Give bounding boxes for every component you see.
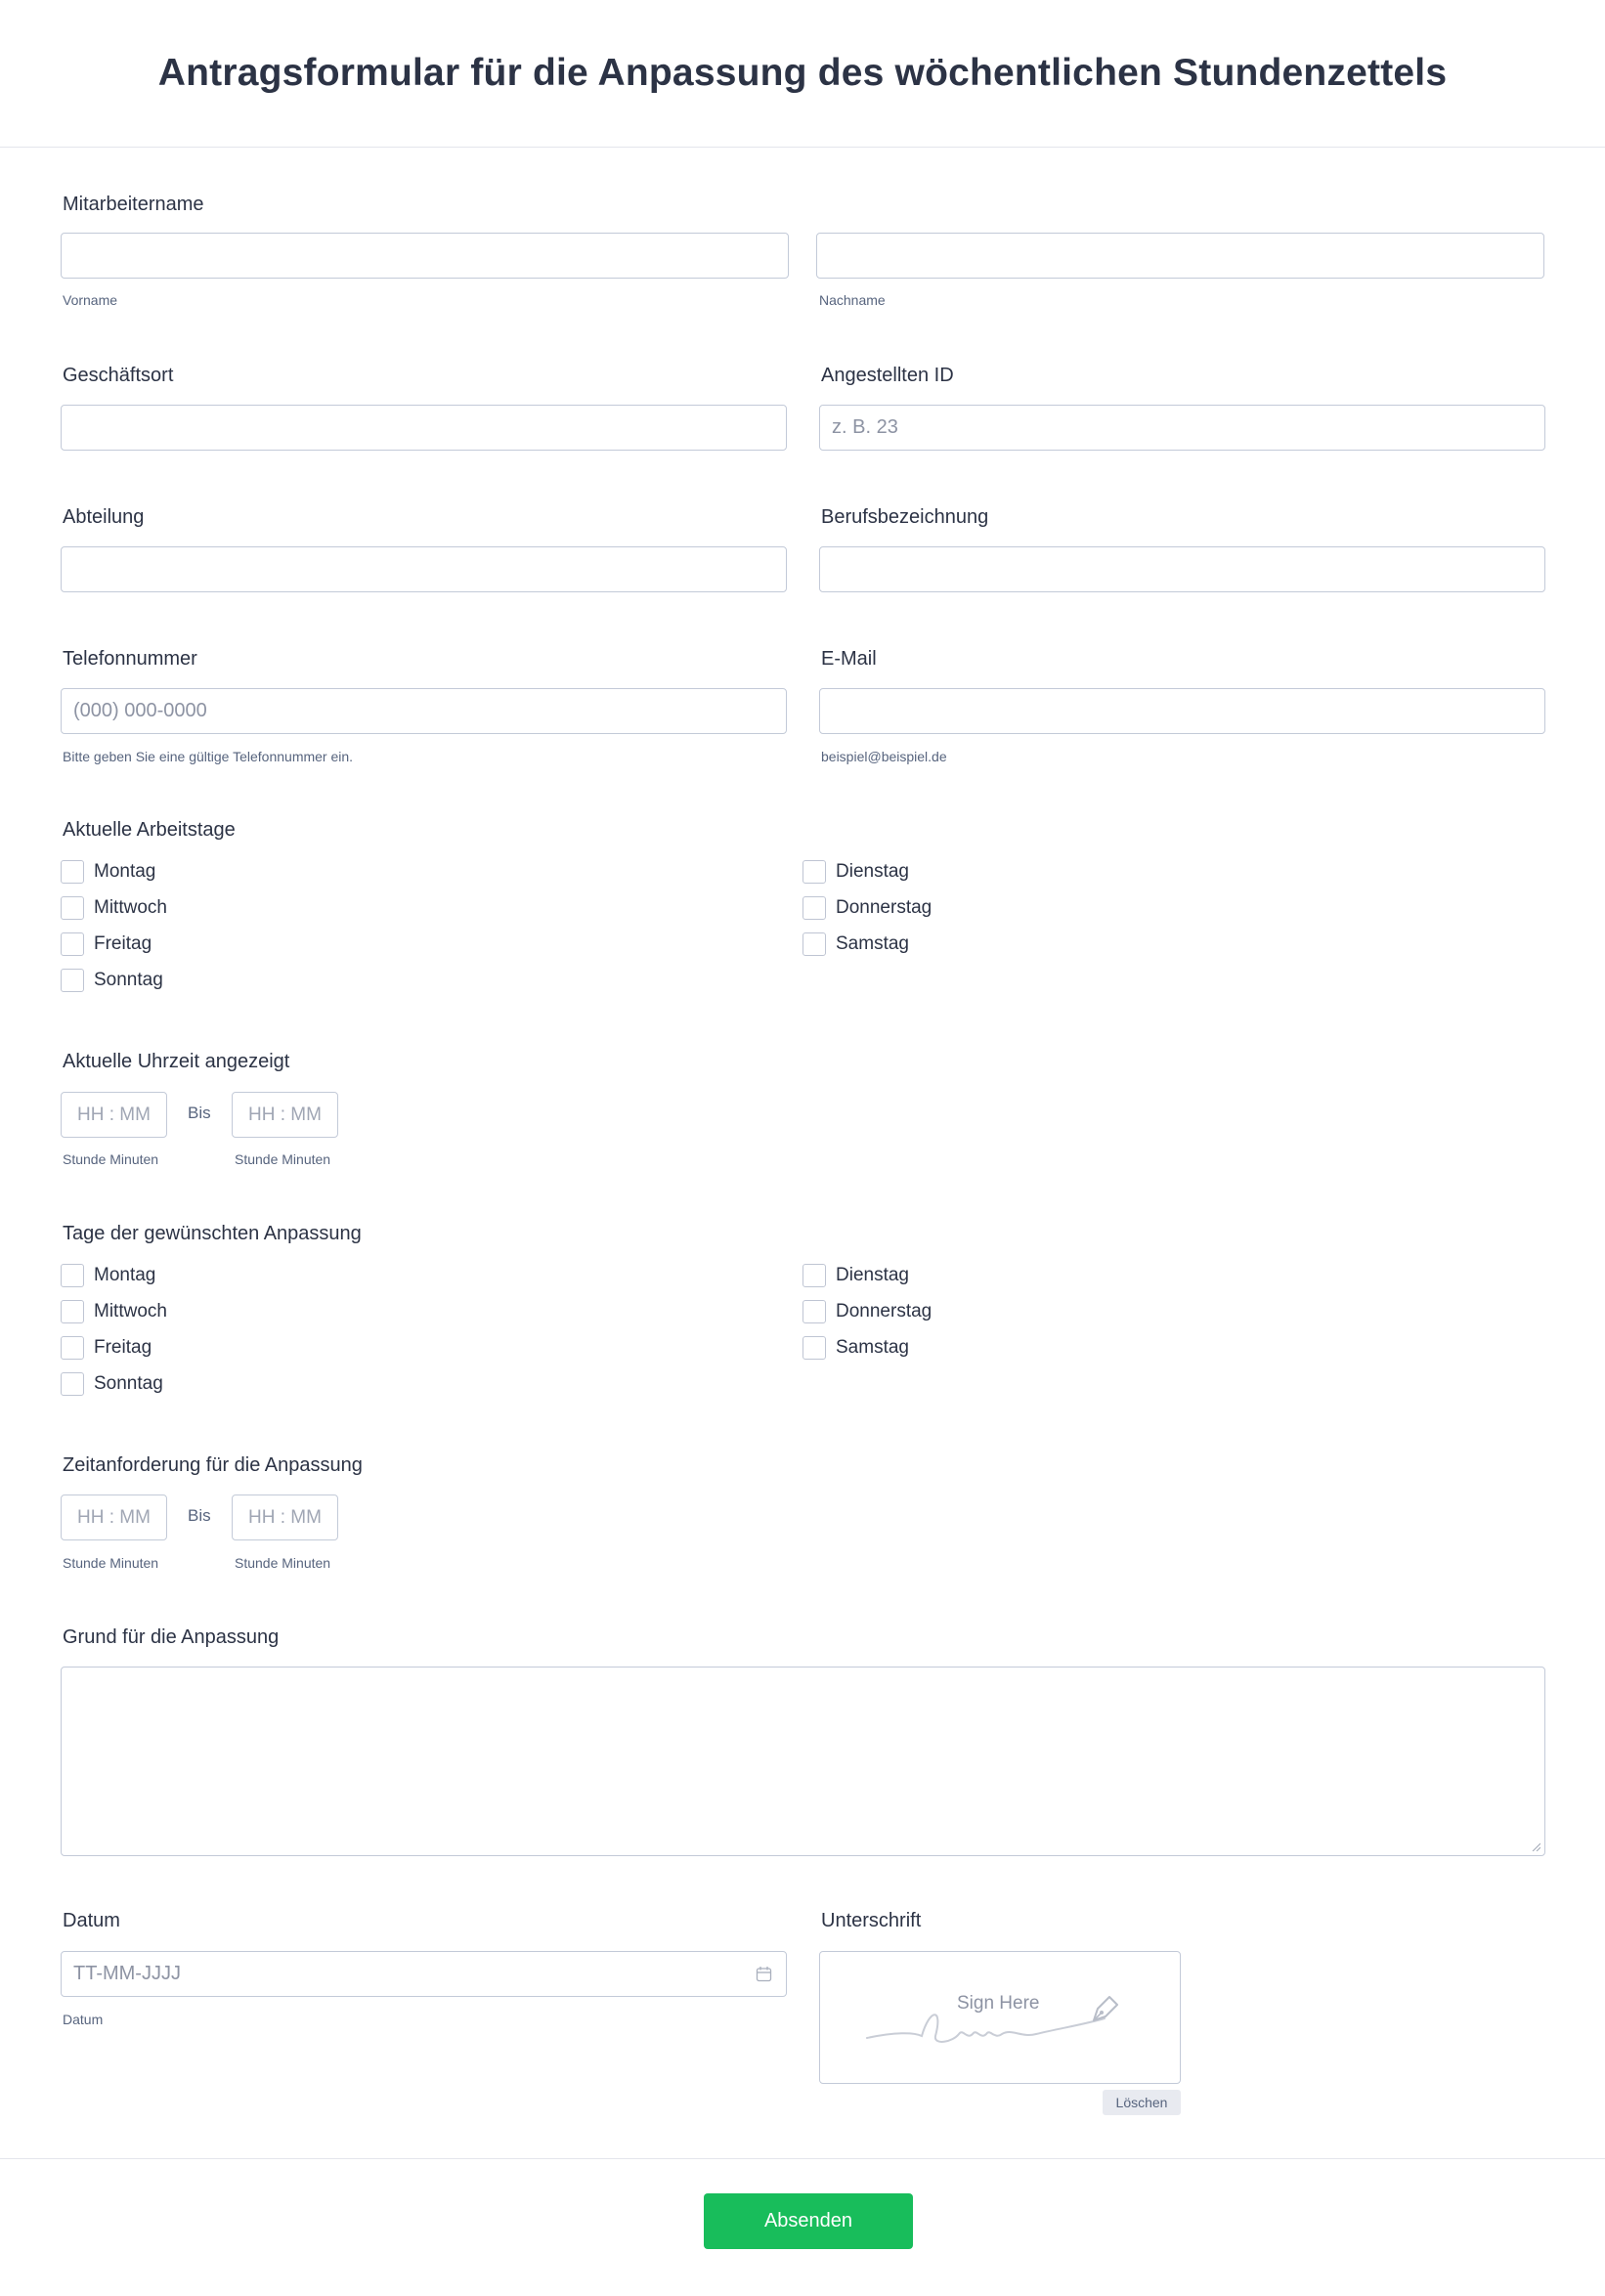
job-title-input[interactable] xyxy=(819,546,1545,592)
requested-time-from-sublabel: Stunde Minuten xyxy=(63,1555,159,1571)
requested-day-monday[interactable] xyxy=(61,1262,155,1289)
checkbox-label: Mittwoch xyxy=(94,897,167,918)
requested-time-separator: Bis xyxy=(188,1506,211,1525)
current-time-from-sublabel: Stunde Minuten xyxy=(63,1151,159,1167)
current-time-from-input[interactable]: HH : MM xyxy=(61,1092,167,1138)
phone-sublabel: Bitte geben Sie eine gültige Telefonnummer ein. xyxy=(63,749,354,764)
current-day-tuesday[interactable] xyxy=(802,858,909,886)
checkbox-label: Freitag xyxy=(94,1337,152,1358)
phone-input[interactable]: (000) 000-0000 xyxy=(61,688,787,734)
form-header xyxy=(0,0,1605,148)
checkbox-label: Donnerstag xyxy=(836,897,933,918)
first-name-input[interactable] xyxy=(61,233,789,279)
checkbox-label: Dienstag xyxy=(836,1265,909,1285)
checkbox-label: Samstag xyxy=(836,1337,909,1358)
current-days-label: Aktuelle Arbeitstage xyxy=(63,819,236,841)
department-input[interactable] xyxy=(61,546,787,592)
signature-label: Unterschrift xyxy=(821,1910,922,1931)
checkbox[interactable] xyxy=(802,1300,826,1323)
resize-grip-icon[interactable] xyxy=(1531,1841,1540,1851)
requested-time-from-input[interactable]: HH : MM xyxy=(61,1495,167,1540)
checkbox[interactable] xyxy=(61,932,84,956)
date-input[interactable] xyxy=(61,1951,787,1997)
current-day-thursday[interactable] xyxy=(802,894,932,922)
checkbox-label: Freitag xyxy=(94,933,152,954)
current-time-label: Aktuelle Uhrzeit angezeigt xyxy=(63,1051,290,1072)
requested-time-to-sublabel: Stunde Minuten xyxy=(235,1555,331,1571)
last-name-sublabel: Nachname xyxy=(819,292,886,308)
requested-day-sunday[interactable] xyxy=(61,1370,163,1398)
checkbox-label: Mittwoch xyxy=(94,1301,167,1321)
employee-id-label: Angestellten ID xyxy=(821,365,954,386)
requested-day-thursday[interactable] xyxy=(802,1298,932,1325)
signature-placeholder: Sign Here xyxy=(957,1993,1040,2014)
current-day-monday[interactable] xyxy=(61,858,155,886)
date-label: Datum xyxy=(63,1910,120,1931)
employee-id-input[interactable]: z. B. 23 xyxy=(819,405,1545,451)
email-sublabel: beispiel@beispiel.de xyxy=(821,749,947,764)
requested-day-friday[interactable] xyxy=(61,1334,152,1362)
employee-name-label: Mitarbeitername xyxy=(63,194,204,215)
checkbox-label: Montag xyxy=(94,861,156,882)
reason-textarea[interactable] xyxy=(61,1667,1545,1856)
form-title: Antragsformular für die Anpassung des wöchentlichen Stundenzettels xyxy=(157,52,1448,94)
current-time-to-sublabel: Stunde Minuten xyxy=(235,1151,331,1167)
requested-day-tuesday[interactable] xyxy=(802,1262,909,1289)
current-day-saturday[interactable] xyxy=(802,931,909,958)
checkbox[interactable] xyxy=(802,932,826,956)
signature-clear-button[interactable]: Löschen xyxy=(1103,2090,1181,2115)
department-label: Abteilung xyxy=(63,506,145,528)
checkbox-label: Montag xyxy=(94,1265,156,1285)
current-day-friday[interactable] xyxy=(61,931,152,958)
checkbox[interactable] xyxy=(61,1372,84,1396)
signature-pad[interactable] xyxy=(819,1951,1181,2084)
checkbox[interactable] xyxy=(61,969,84,992)
current-day-sunday[interactable] xyxy=(61,967,163,994)
reason-label: Grund für die Anpassung xyxy=(63,1626,280,1648)
checkbox[interactable] xyxy=(61,1264,84,1287)
checkbox-label: Sonntag xyxy=(94,970,163,990)
checkbox[interactable] xyxy=(61,1300,84,1323)
checkbox[interactable] xyxy=(802,896,826,920)
submit-button[interactable]: Absenden xyxy=(704,2193,913,2249)
checkbox-label: Dienstag xyxy=(836,861,909,882)
requested-day-wednesday[interactable] xyxy=(61,1298,167,1325)
job-title-label: Berufsbezeichnung xyxy=(821,506,989,528)
date-placeholder: TT-MM-JJJJ xyxy=(73,1963,181,1984)
requested-time-label: Zeitanforderung für die Anpassung xyxy=(63,1454,363,1476)
location-input[interactable] xyxy=(61,405,787,451)
requested-days-label: Tage der gewünschten Anpassung xyxy=(63,1223,362,1244)
pen-icon xyxy=(1088,1993,1121,2026)
current-day-wednesday[interactable] xyxy=(61,894,167,922)
requested-day-saturday[interactable] xyxy=(802,1334,909,1362)
checkbox[interactable] xyxy=(61,1336,84,1360)
last-name-input[interactable] xyxy=(816,233,1544,279)
location-label: Geschäftsort xyxy=(63,365,174,386)
date-sublabel: Datum xyxy=(63,2012,104,2027)
checkbox-label: Samstag xyxy=(836,933,909,954)
phone-label: Telefonnummer xyxy=(63,648,197,670)
checkbox[interactable] xyxy=(802,1336,826,1360)
checkbox[interactable] xyxy=(61,860,84,884)
requested-time-to-input[interactable]: HH : MM xyxy=(232,1495,338,1540)
first-name-sublabel: Vorname xyxy=(63,292,118,308)
email-label: E-Mail xyxy=(821,648,877,670)
current-time-to-input[interactable]: HH : MM xyxy=(232,1092,338,1138)
current-time-separator: Bis xyxy=(188,1104,211,1122)
checkbox-label: Donnerstag xyxy=(836,1301,933,1321)
checkbox[interactable] xyxy=(61,896,84,920)
calendar-icon[interactable] xyxy=(756,1966,772,1982)
checkbox[interactable] xyxy=(802,860,826,884)
email-input[interactable] xyxy=(819,688,1545,734)
checkbox[interactable] xyxy=(802,1264,826,1287)
checkbox-label: Sonntag xyxy=(94,1373,163,1394)
